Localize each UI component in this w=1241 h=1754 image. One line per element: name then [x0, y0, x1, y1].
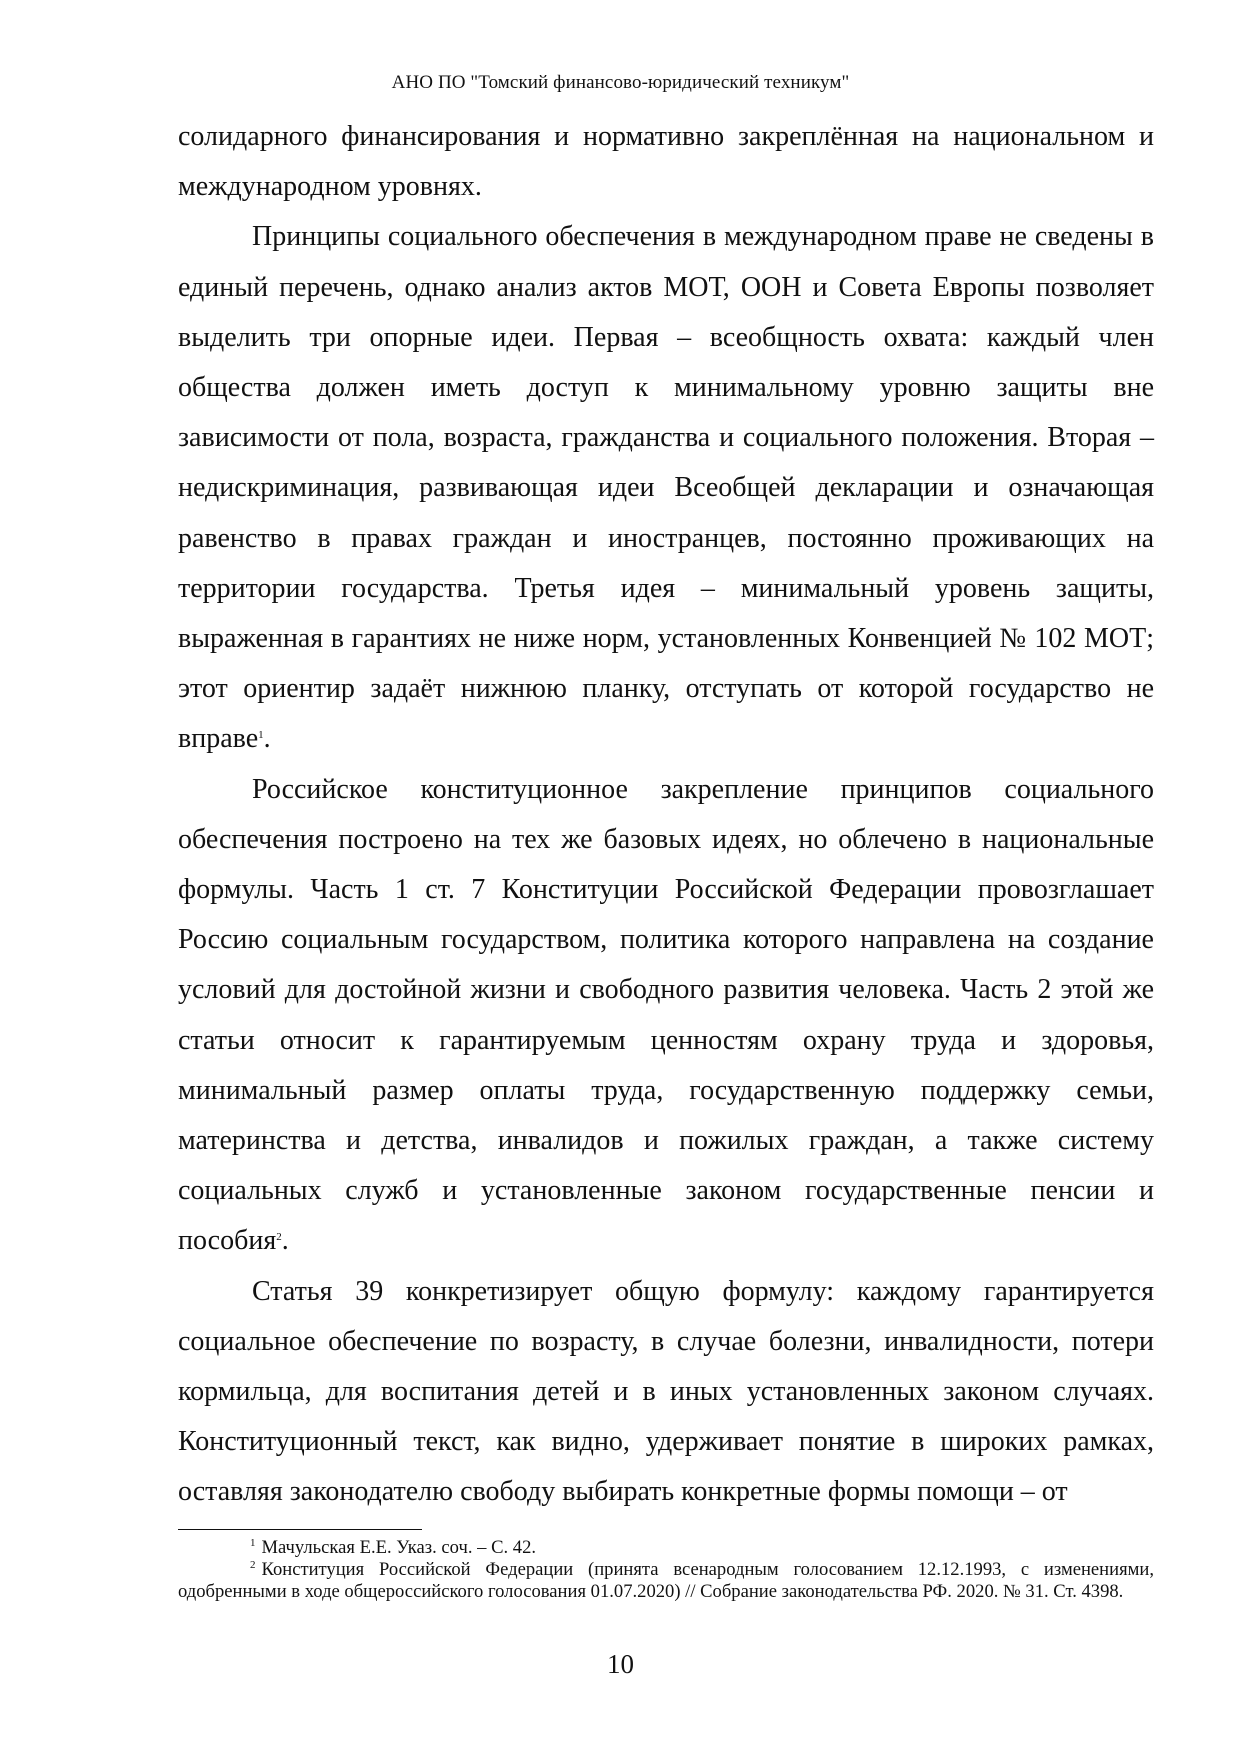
footnote-mark: 1 [250, 1537, 256, 1549]
footnote-text: Мачульская Е.Е. Указ. соч. – С. 42. [261, 1537, 537, 1558]
footnote-reference-2[interactable]: 2 [276, 1231, 282, 1244]
paragraph-tail: . [281, 1225, 289, 1257]
footnotes [178, 1537, 1154, 1603]
footnote-reference-1[interactable]: 1 [258, 729, 264, 742]
paragraph-continuation [178, 112, 1154, 212]
paragraph-text: Российское конституционное закрепление принципов социального обеспечения построено на тех же базовых идеях, но облечено в национальные формулы. Часть 1 ст. 7 Конституции Российской Федерации провозглашает Россию социальным государством, политика которого направлена на создание условий для достойной жизни и свободного развития человека. Часть 2 этой же статьи относит к гарантируемым ценностям охрану труда и здоровья, минимальный размер оплаты труда, государственную поддержку семьи, материнства и детства, инвалидов и пожилых граждан, а также систему социальных служб и установленные законом государственные пенсии и пособия [178, 773, 1154, 1257]
footnote-separator [178, 1529, 422, 1530]
running-header: АНО ПО "Томский финансово-юридический техникум" [391, 72, 850, 93]
paragraph-article-39 [178, 1267, 1154, 1518]
paragraph-text: Принципы социального обеспечения в международном праве не сведены в единый перечень, однако анализ актов МОТ, ООН и Совета Европы позволяет выделить три опорные идеи. Первая – всеобщность охвата: каждый член общества должен иметь доступ к минимальному уровню защиты вне зависимости от пола, возраста, гражданства и социального положения. Вторая – недискриминация, развивающая идеи Всеобщей декларации и означающая равенство в правах граждан и иностранцев, постоянно проживающих на территории государства. Третья идея – минимальный уровень защиты, выраженная в гарантиях не ниже норм, установленных Конвенцией № 102 МОТ; этот ориентир задаёт нижнюю планку, отступать от которой государство не вправе [178, 221, 1154, 755]
footnote-1 [178, 1537, 1154, 1559]
paragraph-international-principles [178, 212, 1154, 764]
body-text [178, 112, 1154, 1518]
footnote-2 [178, 1559, 1154, 1603]
page-number: 10 [607, 1649, 634, 1679]
paragraph-tail: . [263, 723, 271, 755]
footnote-text: Конституция Российской Федерации (принята всенародным голосованием 12.12.1993, с изменениями, одобренными в ходе общероссийского голосования 01.07.2020) // Собрание законодательства РФ. 2020. № 31. Ст. 4398. [178, 1559, 1154, 1602]
paragraph-text: солидарного финансирования и нормативно закреплённая на национальном и международном уровнях. [178, 121, 1154, 203]
paragraph-text: Статья 39 конкретизирует общую формулу: каждому гарантируется социальное обеспечение по возрасту, в случае болезни, инвалидности, потери кормильца, для воспитания детей и в иных установленных законом случаях. Конституционный текст, как видно, удерживает понятие в широких рамках, оставляя законодателю свободу выбирать конкретные формы помощи – от [178, 1275, 1154, 1508]
footnote-mark: 2 [250, 1559, 256, 1571]
paragraph-russian-constitution [178, 765, 1154, 1267]
